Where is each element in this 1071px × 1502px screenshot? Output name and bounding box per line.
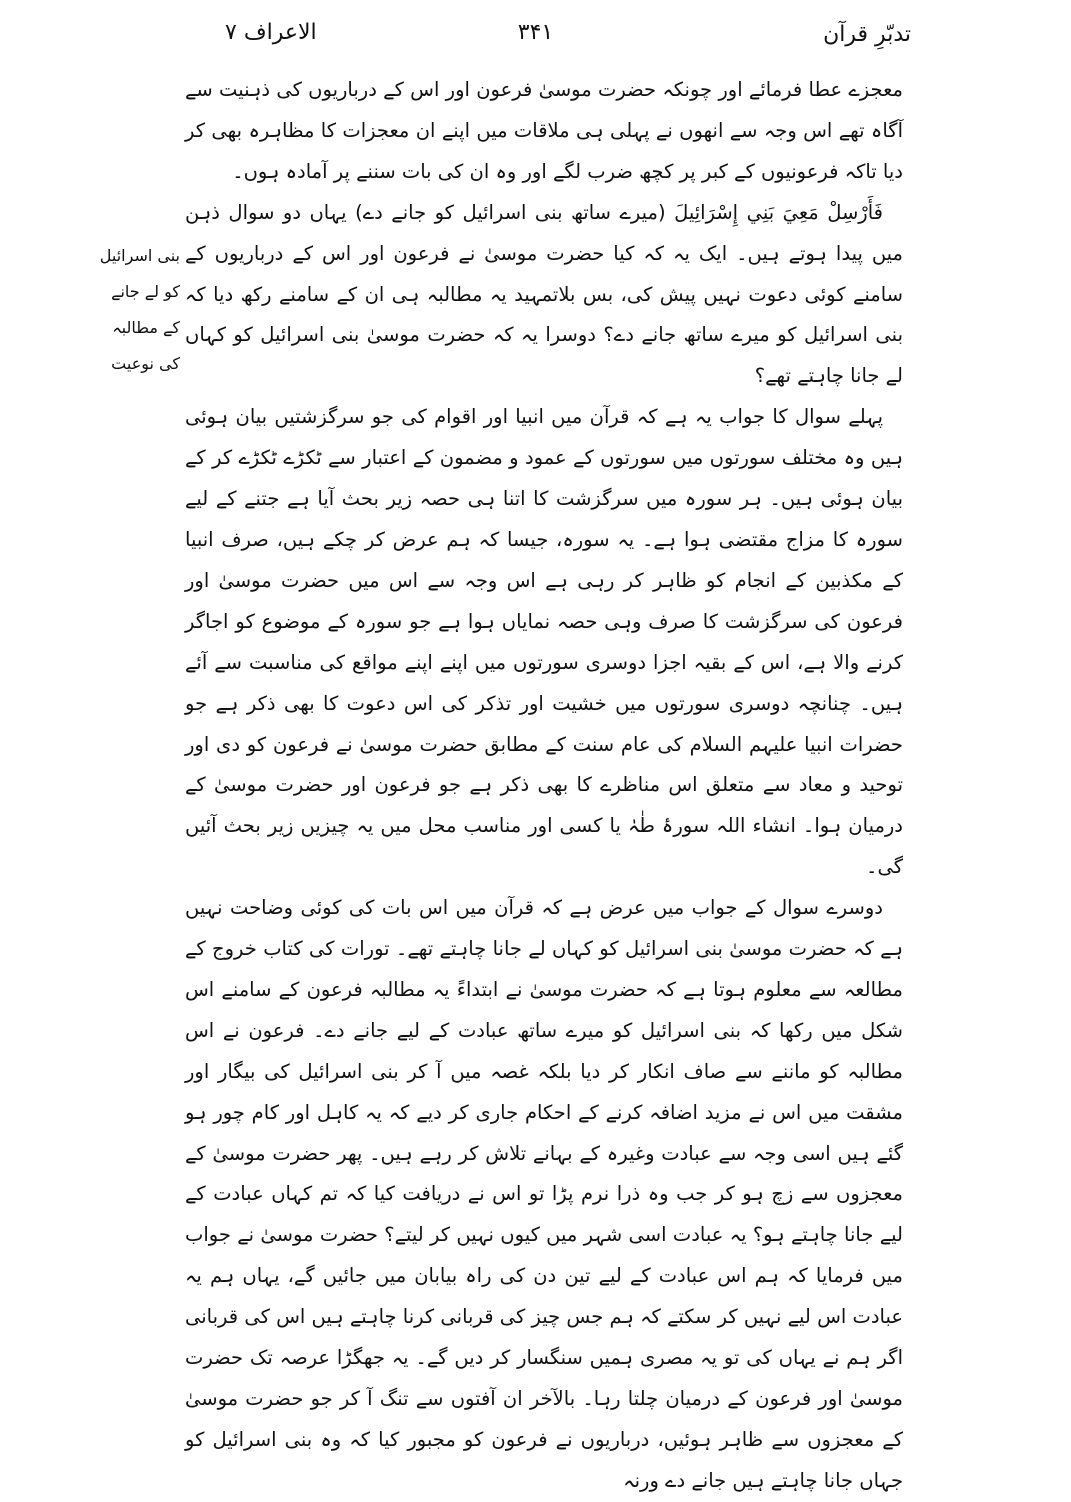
margin-note-line: کے مطالبہ <box>112 318 180 337</box>
page-number: ۳۴۱ <box>517 20 554 45</box>
book-title: تدبّرِ قرآن <box>823 22 911 47</box>
body-text <box>185 70 903 1502</box>
page-header <box>0 14 1071 54</box>
surah-name: الاعراف ۷ <box>225 20 317 45</box>
paragraph-1: معجزے عطا فرمائے اور چونکہ حضرت موسیٰ فرعون اور اس کے درباریوں کی ذہنیت سے آگاہ تھے اس وجہ سے انھوں نے پہلی ہی ملاقات میں اپنے ان معجزات کا مظاہرہ بھی کر دیا تاکہ فرعونیوں کے کبر پر کچھ ضرب لگے اور وہ ان کی بات سننے پر آمادہ ہوں۔ <box>185 78 903 183</box>
margin-note <box>88 238 180 382</box>
margin-note-line: کی نوعیت <box>111 354 180 373</box>
paragraph-2: فَأَرْسِلْ مَعِيَ بَنِي إِسْرَائِيلَ (میرے ساتھ بنی اسرائیل کو جانے دے) یہاں دو سوال ذہن میں پیدا ہوتے ہیں۔ ایک یہ کہ کیا حضرت موسیٰ نے فرعون اور اس کے درباریوں کے سامنے کوئی دعوت نہیں پیش کی، بس بلاتمہید یہ مطالبہ ہی ان کے سامنے رکھ دیا کہ بنی اسرائیل کو میرے ساتھ جانے دے؟ دوسرا یہ کہ حضرت موسیٰ بنی اسرائیل کو کہاں لے جانا چاہتے تھے؟ <box>185 200 903 388</box>
paragraph-3: پہلے سوال کا جواب یہ ہے کہ قرآن میں انبیا اور اقوام کی جو سرگزشتیں بیان ہوئی ہیں وہ مختلف سورتوں میں سورتوں کے عمود و مضمون کے اعتبار سے ٹکڑے ٹکڑے کر کے بیان ہوئی ہیں۔ ہر سورہ میں سرگزشت کا اتنا ہی حصہ زیر بحث آیا ہے جتنے کے لیے سورہ کا مزاج مقتضی ہوا ہے۔ یہ سورہ، جیسا کہ ہم عرض کر چکے ہیں، صرف انبیا کے مکذبین کے انجام کو ظاہر کر رہی ہے اس وجہ سے اس میں حضرت موسیٰ اور فرعون کی سرگزشت کا صرف وہی حصہ نمایاں ہوا ہے جو سورہ کے موضوع کو اجاگر کرنے والا ہے، اس کے بقیہ اجزا دوسری سورتوں میں اپنے اپنے مواقع کی مناسبت سے آئے ہیں۔ چنانچہ دوسری سورتوں میں خشیت اور تذکر کی اس دعوت کا بھی ذکر ہے جو حضرات انبیا علیہم السلام کی عام سنت کے مطابق حضرت موسیٰ نے فرعون کو دی اور توحید و معاد سے متعلق اس مناظرے کا بھی ذکر ہے جو فرعون اور حضرت موسیٰ کے درمیان ہوا۔ انشاء اللہ سورۂ طٰہٰ یا کسی اور مناسب محل میں یہ چیزیں زیر بحث آئیں گی۔ <box>185 405 903 879</box>
margin-note-line: کو لے جانے <box>111 282 180 301</box>
margin-note-line: بنی اسرائیل <box>99 246 180 265</box>
paragraph-4: دوسرے سوال کے جواب میں عرض ہے کہ قرآن میں اس بات کی کوئی وضاحت نہیں ہے کہ حضرت موسیٰ بنی اسرائیل کو کہاں لے جانا چاہتے تھے۔ تورات کی کتاب خروج کے مطالعہ سے معلوم ہوتا ہے کہ حضرت موسیٰ نے ابتداءً یہ مطالبہ فرعون کے سامنے اس شکل میں رکھا کہ بنی اسرائیل کو میرے ساتھ عبادت کے لیے جانے دے۔ فرعون نے اس مطالبہ کو ماننے سے صاف انکار کر دیا بلکہ غصہ میں آ کر بنی اسرائیل کی بیگار اور مشقت میں اس نے مزید اضافہ کرنے کے احکام جاری کر دیے کہ یہ کاہل اور کام چور ہو گئے ہیں اسی وجہ سے عبادت وغیرہ کے بہانے تلاش کر رہے ہیں۔ پھر حضرت موسیٰ کے معجزوں سے زچ ہو کر جب وہ ذرا نرم پڑا تو اس نے دریافت کیا کہ تم کہاں عبادت کے لیے جانا چاہتے ہو؟ یہ عبادت اسی شہر میں کیوں نہیں کر لیتے؟ حضرت موسیٰ نے جواب میں فرمایا کہ ہم اس عبادت کے لیے تین دن کی راہ بیابان میں جائیں گے، یہاں ہم یہ عبادت اس لیے نہیں کر سکتے کہ ہم جس چیز کی قربانی کرنا چاہتے ہیں اس کی قربانی اگر ہم نے یہاں کی تو یہ مصری ہمیں سنگسار کر دیں گے۔ یہ جھگڑا عرصہ تک حضرت موسیٰ اور فرعون کے درمیان چلتا رہا۔ بالآخر ان آفتوں سے تنگ آ کر جو حضرت موسیٰ کے معجزوں سے ظاہر ہوئیں، درباریوں نے فرعون کو مجبور کیا کہ وہ بنی اسرائیل کو جہاں جانا چاہتے ہیں جانے دے ورنہ <box>185 896 903 1492</box>
